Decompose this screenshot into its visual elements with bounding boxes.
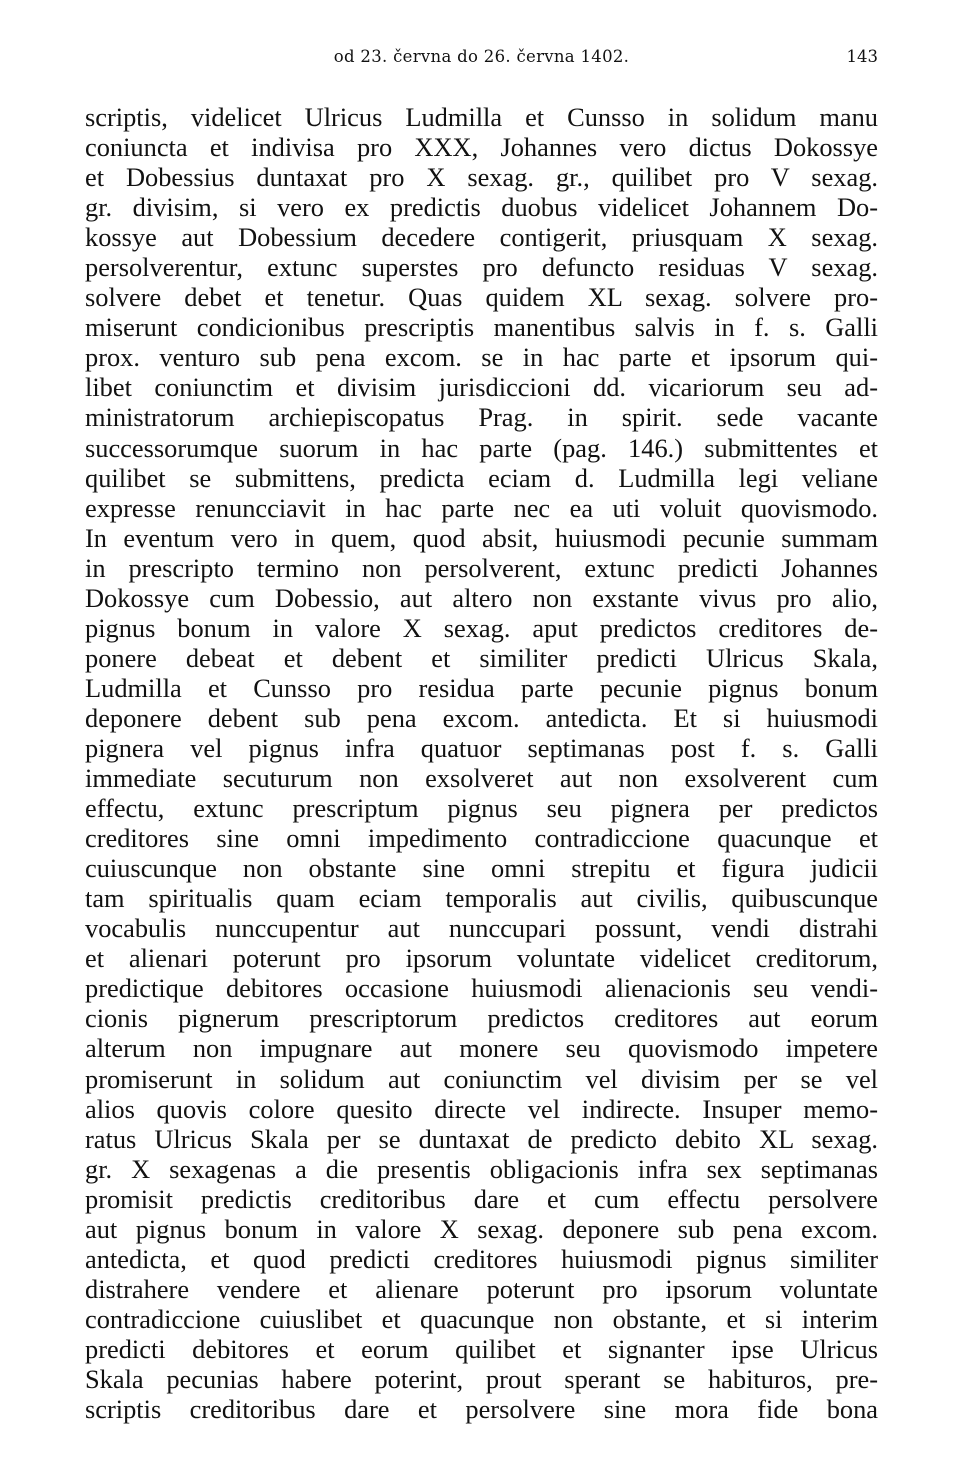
- text-line: creditores sine omni impedimento contradiccione quacunque et: [85, 823, 878, 854]
- text-line: predictique debitores occasione huiusmodi alienacionis seu vendi-: [85, 973, 878, 1004]
- text-line: miserunt condicionibus prescriptis manentibus salvis in f. s. Galli: [85, 312, 878, 343]
- text-line: quilibet se submittens, predicta eciam d. Ludmilla legi veliane: [85, 462, 878, 493]
- text-line: pignus bonum in valore X sexag. aput predictos creditores de-: [85, 612, 878, 643]
- text-line: ratus Ulricus Skala per se duntaxat de predicto debito XL sexag.: [85, 1123, 878, 1154]
- text-line: expresse renuncciavit in hac parte nec ea uti voluit quovismodo.: [85, 492, 878, 523]
- text-line: promiserunt in solidum aut coniunctim vel divisim per se vel: [85, 1063, 878, 1094]
- text-line: coniuncta et indivisa pro XXX, Johannes vero dictus Dokossye: [85, 132, 878, 163]
- text-line: ministratorum archiepiscopatus Prag. in spirit. sede vacante: [85, 402, 878, 433]
- text-line: scriptis creditoribus dare et persolvere sine mora fide bona: [85, 1394, 878, 1425]
- text-line: ponere debeat et debent et similiter predicti Ulricus Skala,: [85, 642, 878, 673]
- text-line: cuiuscunque non obstante sine omni strepitu et figura judicii: [85, 853, 878, 884]
- text-line: pignera vel pignus infra quatuor septimanas post f. s. Galli: [85, 732, 878, 763]
- text-line: et Dobessius duntaxat pro X sexag. gr., quilibet pro V sexag.: [85, 162, 878, 193]
- text-line: tam spiritualis quam eciam temporalis aut civilis, quibuscunque: [85, 883, 878, 914]
- text-line: Ludmilla et Cunsso pro residua parte pecunie pignus bonum: [85, 672, 878, 703]
- text-line: et alienari poterunt pro ipsorum voluntate videlicet creditorum,: [85, 943, 878, 974]
- page-number: 143: [846, 47, 878, 66]
- running-title: od 23. června do 26. června 1402.: [333, 47, 630, 66]
- text-line: cionis pignerum prescriptorum predictos creditores aut eorum: [85, 1003, 878, 1034]
- text-line: predicti debitores et eorum quilibet et signanter ipse Ulricus: [85, 1333, 878, 1364]
- text-line: successorumque suorum in hac parte (pag. 146.) submittentes et: [85, 432, 878, 463]
- text-line: gr. X sexagenas a die presentis obligacionis infra sex septimanas: [85, 1153, 878, 1184]
- text-line: prox. venturo sub pena excom. se in hac parte et ipsorum qui-: [85, 342, 878, 373]
- text-line: alios quovis colore quesito directe vel indirecte. Insuper memo-: [85, 1093, 878, 1124]
- running-head: [85, 47, 878, 73]
- text-line: promisit predictis creditoribus dare et cum effectu persolvere: [85, 1183, 878, 1214]
- text-line: persolverentur, extunc superstes pro defuncto residuas V sexag.: [85, 252, 878, 283]
- text-line: gr. divisim, si vero ex predictis duobus videlicet Johannem Do-: [85, 192, 878, 223]
- text-line: In eventum vero in quem, quod absit, huiusmodi pecunie summam: [85, 522, 878, 553]
- body-text: [85, 102, 878, 1424]
- text-line: vocabulis nunccupentur aut nunccupari possunt, vendi distrahi: [85, 913, 878, 944]
- text-line: alterum non impugnare aut monere seu quovismodo impetere: [85, 1033, 878, 1064]
- text-line: Dokossye cum Dobessio, aut altero non exstante vivus pro alio,: [85, 582, 878, 613]
- text-line: in prescripto termino non persolverent, extunc predicti Johannes: [85, 552, 878, 583]
- text-line: kossye aut Dobessium decedere contigerit, priusquam X sexag.: [85, 222, 878, 253]
- text-line: effectu, extunc prescriptum pignus seu pignera per predictos: [85, 793, 878, 824]
- text-line: scriptis, videlicet Ulricus Ludmilla et Cunsso in solidum manu: [85, 102, 878, 132]
- text-line: Skala pecunias habere poterint, prout sperant se habituros, pre-: [85, 1363, 878, 1394]
- text-line: deponere debent sub pena excom. antedicta. Et si huiusmodi: [85, 702, 878, 733]
- text-line: immediate secuturum non exsolveret aut non exsolverent cum: [85, 763, 878, 794]
- text-line: distrahere vendere et alienare poterunt pro ipsorum voluntate: [85, 1273, 878, 1304]
- text-line: antedicta, et quod predicti creditores huiusmodi pignus similiter: [85, 1243, 878, 1274]
- text-line: libet coniunctim et divisim jurisdiccioni dd. vicariorum seu ad-: [85, 372, 878, 403]
- text-line: aut pignus bonum in valore X sexag. deponere sub pena excom.: [85, 1213, 878, 1244]
- text-line: contradiccione cuiuslibet et quacunque non obstante, et si interim: [85, 1303, 878, 1334]
- text-line: solvere debet et tenetur. Quas quidem XL sexag. solvere pro-: [85, 282, 878, 313]
